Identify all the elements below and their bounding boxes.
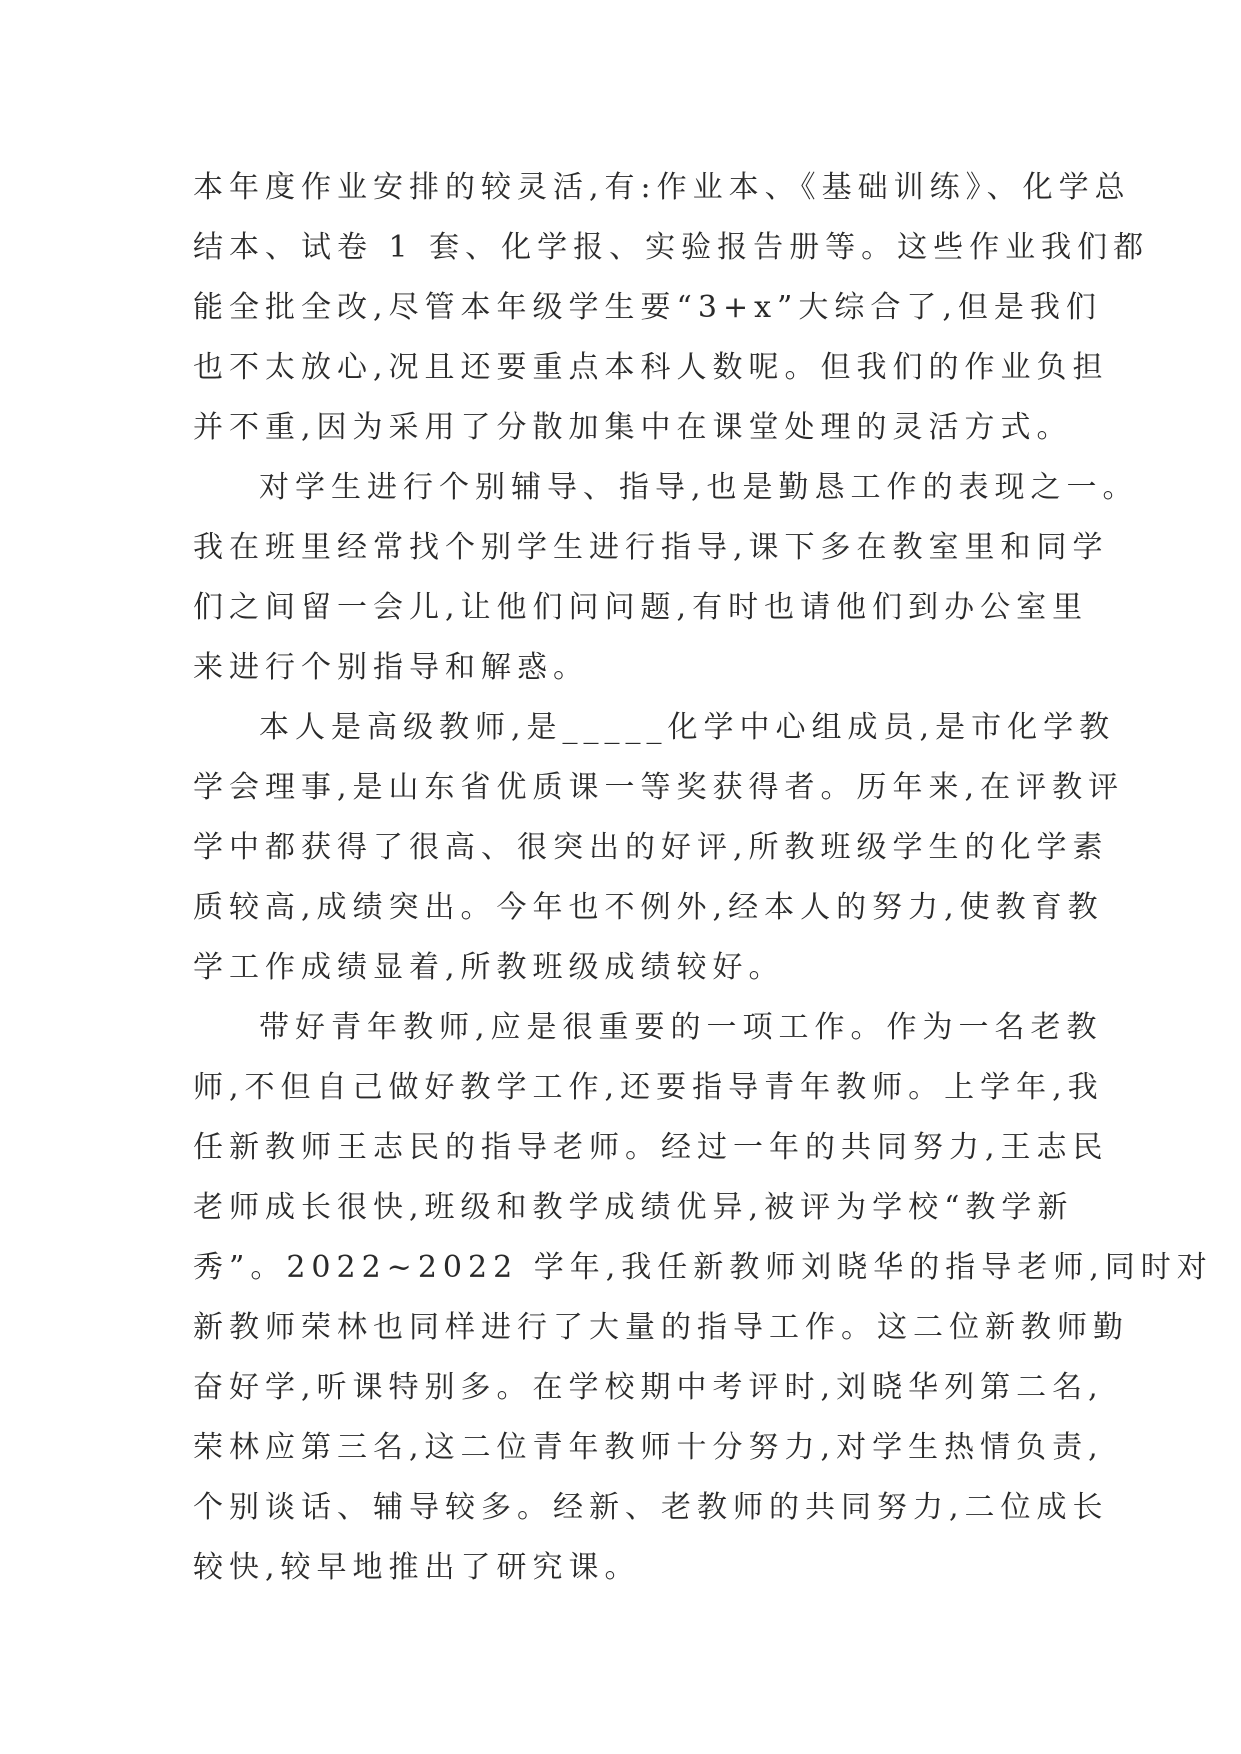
paragraph-2-line-3: 们之间留一会儿,让他们问问题,有时也请他们到办公室里 [193,590,1089,625]
paragraph-4-line-3: 任新教师王志民的指导老师。经过一年的共同努力,王志民 [193,1130,1109,1165]
paragraph-3-line-2: 学会理事,是山东省优质课一等奖获得者。历年来,在评教评 [193,770,1125,805]
paragraph-2-line-4: 来进行个别指导和解惑。 [193,650,589,685]
paragraph-1-line-4: 也不太放心,况且还要重点本科人数呢。但我们的作业负担 [193,350,1109,385]
paragraph-1-line-2: 结本、试卷 1 套、化学报、实验报告册等。这些作业我们都 [193,230,1150,265]
document-body [193,158,1213,1598]
paragraph-4-line-4: 老师成长很快,班级和教学成绩优异,被评为学校“教学新 [193,1190,1074,1225]
paragraph-4-line-6: 新教师荣林也同样进行了大量的指导工作。这二位新教师勤 [193,1310,1129,1345]
paragraph-2-line-1: 对学生进行个别辅导、指导,也是勤恳工作的表现之一。 [259,470,1139,505]
paragraph-4-line-2: 师,不但自己做好教学工作,还要指导青年教师。上学年,我 [193,1070,1104,1105]
paragraph-3-line-1: 本人是高级教师,是_____化学中心组成员,是市化学教 [259,710,1116,745]
paragraph-3-line-4: 质较高,成绩突出。今年也不例外,经本人的努力,使教育教 [193,890,1104,925]
paragraph-4-line-5: 秀”。2022~2022 学年,我任新教师刘晓华的指导老师,同时对 [193,1250,1213,1285]
paragraph-1-line-5: 并不重,因为采用了分散加集中在课堂处理的灵活方式。 [193,410,1073,445]
paragraph-3-line-5: 学工作成绩显着,所教班级成绩较好。 [193,950,785,985]
paragraph-3-line-3: 学中都获得了很高、很突出的好评,所教班级学生的化学素 [193,830,1109,865]
paragraph-1-line-3: 能全批全改,尽管本年级学生要“3+x”大综合了,但是我们 [193,290,1102,325]
paragraph-4-line-9: 个别谈话、辅导较多。经新、老教师的共同努力,二位成长 [193,1490,1109,1525]
paragraph-4-line-7: 奋好学,听课特别多。在学校期中考评时,刘晓华列第二名, [193,1370,1104,1405]
paragraph-1-line-1: 本年度作业安排的较灵活,有:作业本、《基础训练》、化学总 [193,170,1131,205]
paragraph-2-line-2: 我在班里经常找个别学生进行指导,课下多在教室里和同学 [193,530,1109,565]
paragraph-4-line-1: 带好青年教师,应是很重要的一项工作。作为一名老教 [259,1010,1103,1045]
paragraph-4-line-10: 较快,较早地推出了研究课。 [193,1550,641,1585]
paragraph-4-line-8: 荣林应第三名,这二位青年教师十分努力,对学生热情负责, [193,1430,1104,1465]
